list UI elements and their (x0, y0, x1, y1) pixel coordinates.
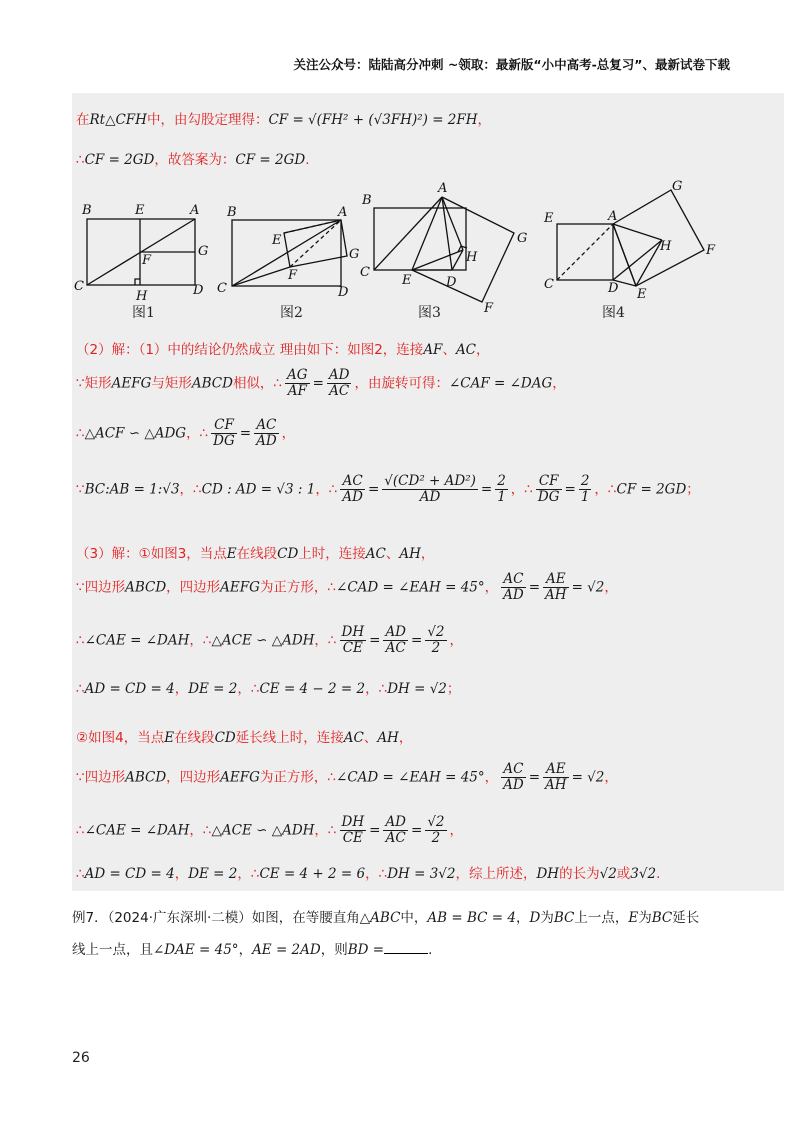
svg-text:H: H (466, 250, 478, 265)
page-number: 26 (72, 1050, 90, 1066)
svg-text:F: F (142, 253, 152, 268)
figure-caption-2: 图2 (280, 305, 303, 321)
svg-text:F: F (484, 301, 494, 316)
figure-caption-4: 图4 (602, 305, 625, 321)
svg-text:A: A (438, 181, 448, 196)
svg-text:G: G (349, 247, 360, 262)
example-7-line-2: 线上一点，且∠DAE = 45°，AE = 2AD，则BD = . (72, 942, 433, 958)
svg-text:H: H (136, 289, 148, 304)
svg-text:D: D (446, 275, 457, 290)
solution-part3-line-2: ∵四边形ABCD，四边形AEFG为正方形，∴∠CAD = ∠EAH = 45°， $\frac{AC}{AD}$ = $\frac{AE}{AH}$ = √2， (76, 571, 618, 603)
answer-blank[interactable] (384, 953, 428, 954)
solution-part3-line-3: ∴∠CAE = ∠DAH，∴△ACE ∽ △ADH，∴ $\frac{DH}{CE}$ = $\frac{AD}{AC}$ = $\frac{√2}{2}$ ， (76, 624, 464, 656)
figure-caption-3: 图3 (418, 305, 441, 321)
figure-1-labels (74, 203, 208, 304)
figure-4 (557, 190, 704, 286)
svg-text:C: C (74, 279, 84, 294)
solution-part2-line-3: ∴△ACF ∽ △ADG，∴ $\frac{CF}{DG}$ = $\frac{AC}{AD}$ ， (76, 417, 296, 449)
svg-text:D: D (193, 283, 204, 298)
svg-text:D: D (608, 281, 619, 296)
figure-row (72, 178, 784, 328)
solution-part3-line-8: ∴AD = CD = 4，DE = 2，∴CE = 4 + 2 = 6，∴DH = 3√2，综上所述，DH的长为√2或3√2. (76, 866, 661, 882)
solution-part3-line-4: ∴AD = CD = 4，DE = 2，∴CE = 4 − 2 = 2，∴DH = √2； (76, 681, 461, 697)
svg-text:A: A (190, 203, 200, 218)
svg-text:G: G (672, 179, 683, 194)
svg-text:E: E (637, 287, 647, 302)
svg-text:G: G (198, 244, 209, 259)
solution-line-2: ∴CF = 2GD，故答案为：CF = 2GD. (76, 152, 310, 168)
svg-text:B: B (227, 205, 237, 220)
svg-text:E: E (135, 203, 145, 218)
svg-text:C: C (360, 265, 370, 280)
figure-caption-1: 图1 (132, 305, 155, 321)
svg-text:B: B (362, 193, 372, 208)
solution-part2-line-2: ∵矩形AEFG与矩形ABCD相似，∴ $\frac{AG}{AF}$ = $\frac{AD}{AC}$ ，由旋转可得：∠CAF = ∠DAG， (76, 367, 566, 399)
svg-text:E: E (544, 211, 554, 226)
svg-text:F: F (288, 268, 298, 283)
svg-text:F: F (706, 243, 716, 258)
svg-text:C: C (217, 281, 227, 296)
figure-3 (374, 197, 514, 302)
svg-text:E: E (402, 273, 412, 288)
svg-text:D: D (338, 285, 349, 300)
svg-text:A: A (338, 205, 348, 220)
solution-part2-line-1: （2）解：（1）中的结论仍然成立 理由如下：如图2，连接AF、AC， (76, 342, 490, 358)
example-7-line-1: 例7．（2024·广东深圳·二模）如图，在等腰直角△ABC中，AB = BC = 4，D为BC上一点，E为BC延长 (72, 910, 700, 926)
svg-text:C: C (544, 277, 554, 292)
svg-text:E: E (272, 233, 282, 248)
svg-text:H: H (660, 239, 672, 254)
svg-text:A: A (608, 209, 618, 224)
solution-part3-line-6: ∵四边形ABCD，四边形AEFG为正方形，∴∠CAD = ∠EAH = 45°， $\frac{AC}{AD}$ = $\frac{AE}{AH}$ = √2， (76, 761, 618, 793)
solution-part3-line-7: ∴∠CAE = ∠DAH，∴△ACE ∽ △ADH，∴ $\frac{DH}{CE}$ = $\frac{AD}{AC}$ = $\frac{√2}{2}$ ， (76, 814, 464, 846)
svg-text:G: G (517, 231, 528, 246)
solution-part2-line-4: ∵BC:AB = 1:√3，∴CD : AD = √3 : 1，∴ $\frac{AC}{AD}$ = $\frac{\text{√(CD² + AD²)}}{AD}$ = $\frac{2}{1}$ ，∴ $\frac{CF}{DG}$ = $\frac{2}{1}$ ，∴CF = 2GD； (76, 473, 700, 505)
figure-4-labels (543, 179, 716, 302)
figure-1 (87, 219, 195, 285)
solution-part3-line-1: （3）解：①如图3，当点E在线段CD上时，连接AC、AH， (76, 546, 435, 562)
solution-line-1: 在Rt△CFH中，由勾股定理得：CF = √(FH² + (√3FH)²) = 2FH， (76, 112, 492, 128)
solution-part3-line-5: ②如图4，当点E在线段CD延长线上时，连接AC、AH， (76, 730, 413, 746)
page-header: 关注公众号：陆陆高分冲刺 ~领取：最新版“小中高考-总复习”、最新试卷下载 (293, 57, 730, 72)
svg-text:B: B (82, 203, 92, 218)
